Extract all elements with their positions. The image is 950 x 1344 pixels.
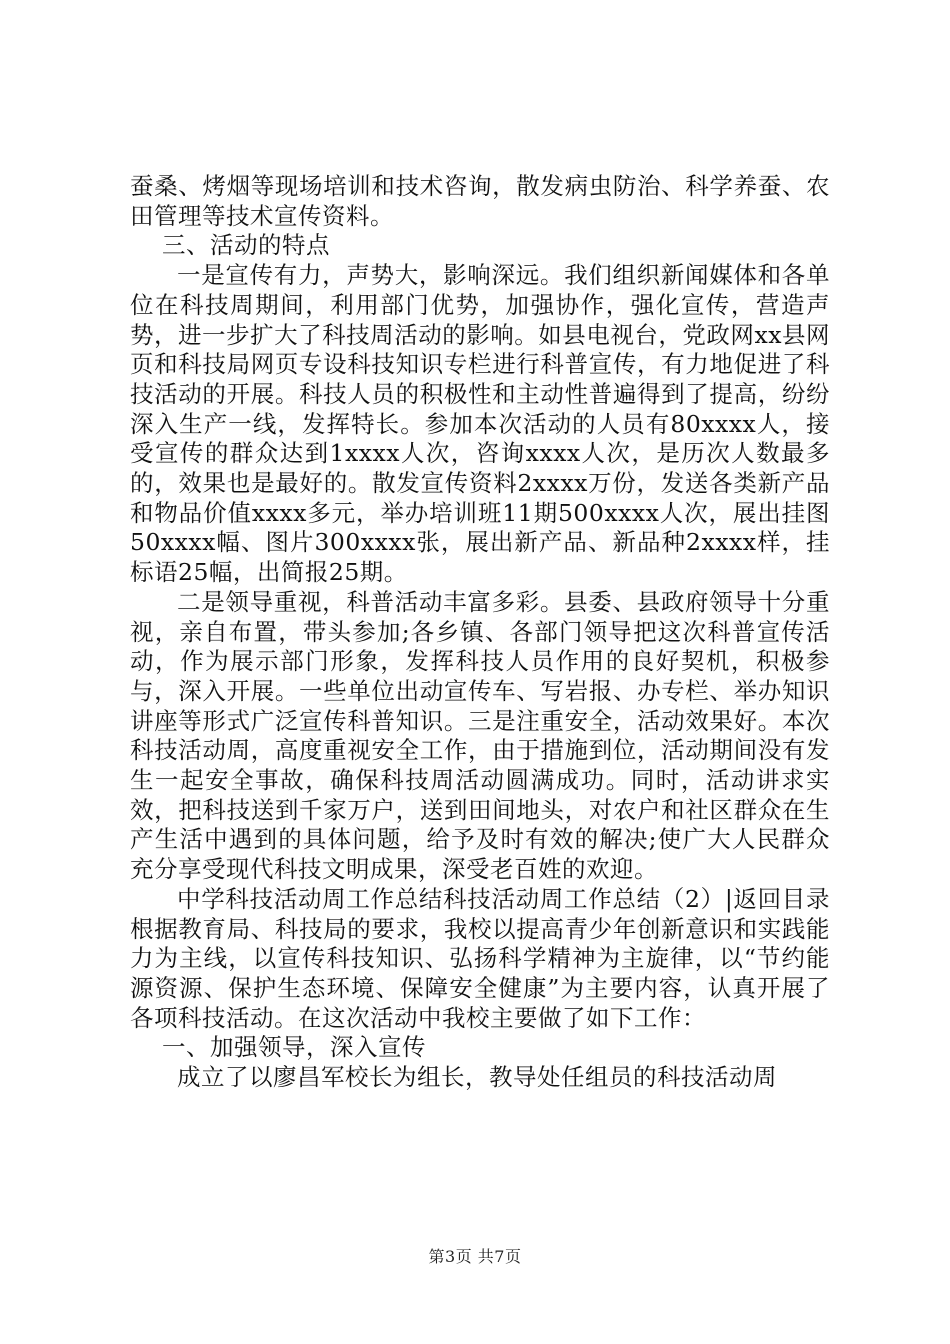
section-heading-one: 一、加强领导，深入宣传 (162, 1033, 426, 1062)
paragraph-publicity: 一是宣传有力，声势大，影响深远。我们组织新闻媒体和各单位在科技周期间，利用部门优势，加强协作，强化宣传，营造声势，进一步扩大了科技周活动的影响。如县电视台，党政网xx县网页和科技局网页专设科技知识专栏进行科普宣传，有力地促进了科技活动的开展。科技人员的积极性和主动性普遍得到了提高，纷纷深入生产一线，发挥特长。参加本次活动的人员有80xxxx人，接受宣传的群众达到1xxxx人次，咨询xxxx人次，是历次人数最多的，效果也是最好的。散发宣传资料2xxxx万份，发送各类新产品和物品价值xxxx多元，举办培训班11期500xxxx人次，展出挂图50xxxx幅、图片300xxxx张，展出新产品、新品种2xxxx样，挂标语25幅，出简报25期。 (130, 261, 830, 587)
paragraph-school-summary: 中学科技活动周工作总结科技活动周工作总结（2）|返回目录根据教育局、科技局的要求，我校以提高青少年创新意识和实践能力为主线，以宣传科技知识、弘扬科学精神为主旋律，以“节约能源资源、保护生态环境、保障安全健康”为主要内容，认真开展了各项科技活动。在这次活动中我校主要做了如下工作： (130, 884, 830, 1032)
paragraph-continuation: 蚕桑、烤烟等现场培训和技术咨询，散发病虫防治、科学养蚕、农田管理等技术宣传资料。 (130, 172, 830, 230)
paragraph-leadership: 二是领导重视，科普活动丰富多彩。县委、县政府领导十分重视，亲自布置，带头参加;各乡镇、各部门领导把这次科普宣传活动，作为展示部门形象，发挥科技人员作用的良好契机，积极参与，深入开展。一些单位出动宣传车、写岩报、办专栏、举办知识讲座等形式广泛宣传科普知识。三是注重安全，活动效果好。本次科技活动周，高度重视安全工作，由于措施到位，活动期间没有发生一起安全事故，确保科技周活动圆满成功。同时，活动讲求实效，把科技送到千家万户，送到田间地头，对农户和社区群众在生产生活中遇到的具体问题，给予及时有效的解决;使广大人民群众充分享受现代科技文明成果，深受老百姓的欢迎。 (130, 587, 830, 884)
page-number-footer: 第3页 共7页 (428, 1247, 522, 1266)
paragraph-team: 成立了以廖昌军校长为组长，教导处任组员的科技活动周 (177, 1063, 777, 1092)
section-heading-three: 三、活动的特点 (162, 231, 330, 260)
document-body (130, 172, 830, 1093)
